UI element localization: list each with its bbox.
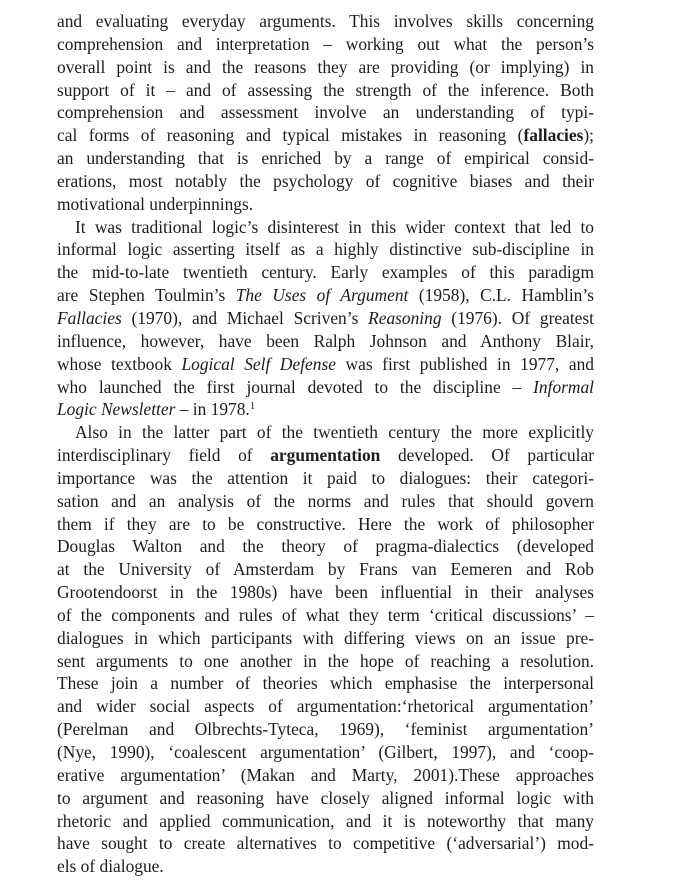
text-line [57,695,594,718]
text-run: of the components and rules of what they term ‘critical discussions’ – [57,604,594,625]
text-line [57,376,594,399]
text-run: dialogues in which participants with differing views on an issue pre- [57,627,594,648]
text-line [57,490,594,513]
text-run: overall point is and the reasons they are providing (or implying) in [57,56,594,77]
text-run: rhetoric and applied communication, and it is noteworthy that many [57,810,594,831]
text-run: (1970), and Michael Scriven’s [121,307,369,328]
text-run: motivational underpinnings. [57,193,254,214]
text-run: to argument and reasoning have closely aligned informal logic with [57,787,594,808]
text-line [57,604,594,627]
text-line [57,284,594,307]
text-line [57,101,594,124]
document-page [57,10,594,878]
text-line [57,421,594,444]
text-run: erations, most notably the psychology of cognitive biases and their [57,170,594,191]
text-run: the mid-to-late twentieth century. Early examples of this paradigm [57,262,594,283]
paragraph [57,216,594,422]
paragraph [57,10,594,216]
text-line [57,558,594,581]
italic-title: Logical Self Defense [181,353,336,374]
text-run: who launched the first journal devoted to the discipline – [57,376,534,397]
italic-title: Informal [533,376,594,397]
text-run: sation and an analysis of the norms and rules that should govern [57,490,594,511]
text-line [57,832,594,855]
text-run: at the University of Amsterdam by Frans van Eemeren and Rob [57,559,594,580]
text-run: support of it – and of assessing the strength of the inference. Both [57,79,594,100]
text-line [57,513,594,536]
text-run: interdisciplinary field of [57,445,271,466]
text-line [57,56,594,79]
text-run: and wider social aspects of argumentation:‘rhetorical argumentation’ [57,696,594,717]
text-line [57,307,594,330]
text-run: Douglas Walton and the theory of pragma-dialectics (developed [57,536,594,557]
text-line [57,627,594,650]
italic-title: Reasoning [368,307,442,328]
text-line [57,124,594,147]
text-run: els of dialogue. [57,856,164,877]
text-run: an understanding that is enriched by a range of empirical consid- [57,148,594,169]
text-run: (Perelman and Olbrechts-Tyteca, 1969), ‘feminist argumentation’ [57,719,594,740]
text-line [57,261,594,284]
text-line [57,238,594,261]
document-body [57,10,594,878]
text-run: ); [583,125,594,146]
text-line [57,741,594,764]
text-run: Also in the latter part of the twentieth century the more explicitly [75,422,594,443]
text-run: comprehension and assessment involve an understanding of typi- [57,102,594,123]
text-run: It was traditional logic’s disinterest in this wider context that led to [75,216,594,237]
text-line [57,581,594,604]
text-run: Grootendoorst in the 1980s) have been influential in their analyses [57,582,594,603]
text-run: cal forms of reasoning and typical mistakes in reasoning ( [57,125,524,146]
text-run: These join a number of theories which emphasise the interpersonal [57,673,594,694]
text-run: influence, however, have been Ralph Johnson and Anthony Blair, [57,330,594,351]
text-run: erative argumentation’ (Makan and Marty, 2001).These approaches [57,764,594,785]
italic-title: The Uses of Argument [235,285,409,306]
text-run: (Nye, 1990), ‘coalescent argumentation’ (Gilbert, 1997), and ‘coop- [57,742,594,762]
text-line [57,147,594,170]
text-run: sent arguments to one another in the hope of reaching a resolution. [57,650,594,671]
text-line [57,33,594,56]
text-line [57,193,594,216]
text-line [57,330,594,353]
text-line [57,535,594,558]
text-line [57,353,594,376]
italic-title: Fallacies [57,307,122,328]
text-line [57,444,594,467]
bold-term: fallacies [523,125,584,146]
text-line [57,79,594,102]
text-run: them if they are to be constructive. Here the work of philosopher [57,513,594,534]
text-line [57,787,594,810]
text-line [57,810,594,833]
text-run: informal logic asserting itself as a highly distinctive sub-discipline in [57,239,594,260]
text-run: was first published in 1977, and [335,353,594,374]
text-run: are Stephen Toulmin’s [57,285,236,306]
text-run: comprehension and interpretation – working out what the person’s [57,33,594,54]
text-line [57,10,594,33]
text-line [57,718,594,741]
text-line [57,855,594,878]
italic-title: Logic Newsletter [57,399,176,420]
text-line [57,216,594,239]
text-line [57,650,594,673]
text-run: (1958), C.L. Hamblin’s [408,285,594,306]
bold-term: argumentation [270,445,381,466]
text-run: developed. Of particular [380,445,594,466]
text-run: importance was the attention it paid to dialogues: their categori- [57,467,594,488]
text-line [57,764,594,787]
paragraph [57,421,594,878]
text-line [57,672,594,695]
text-run: have sought to create alternatives to competitive (‘adversarial’) mod- [57,833,594,854]
text-line [57,398,594,421]
text-run: – in 1978. [175,399,250,420]
text-run: (1976). Of greatest [441,307,594,328]
text-line [57,170,594,193]
text-run: and evaluating everyday arguments. This involves skills concerning [57,11,594,31]
text-run: whose textbook [57,353,182,374]
footnote-marker: 1 [249,400,256,413]
text-line [57,467,594,490]
